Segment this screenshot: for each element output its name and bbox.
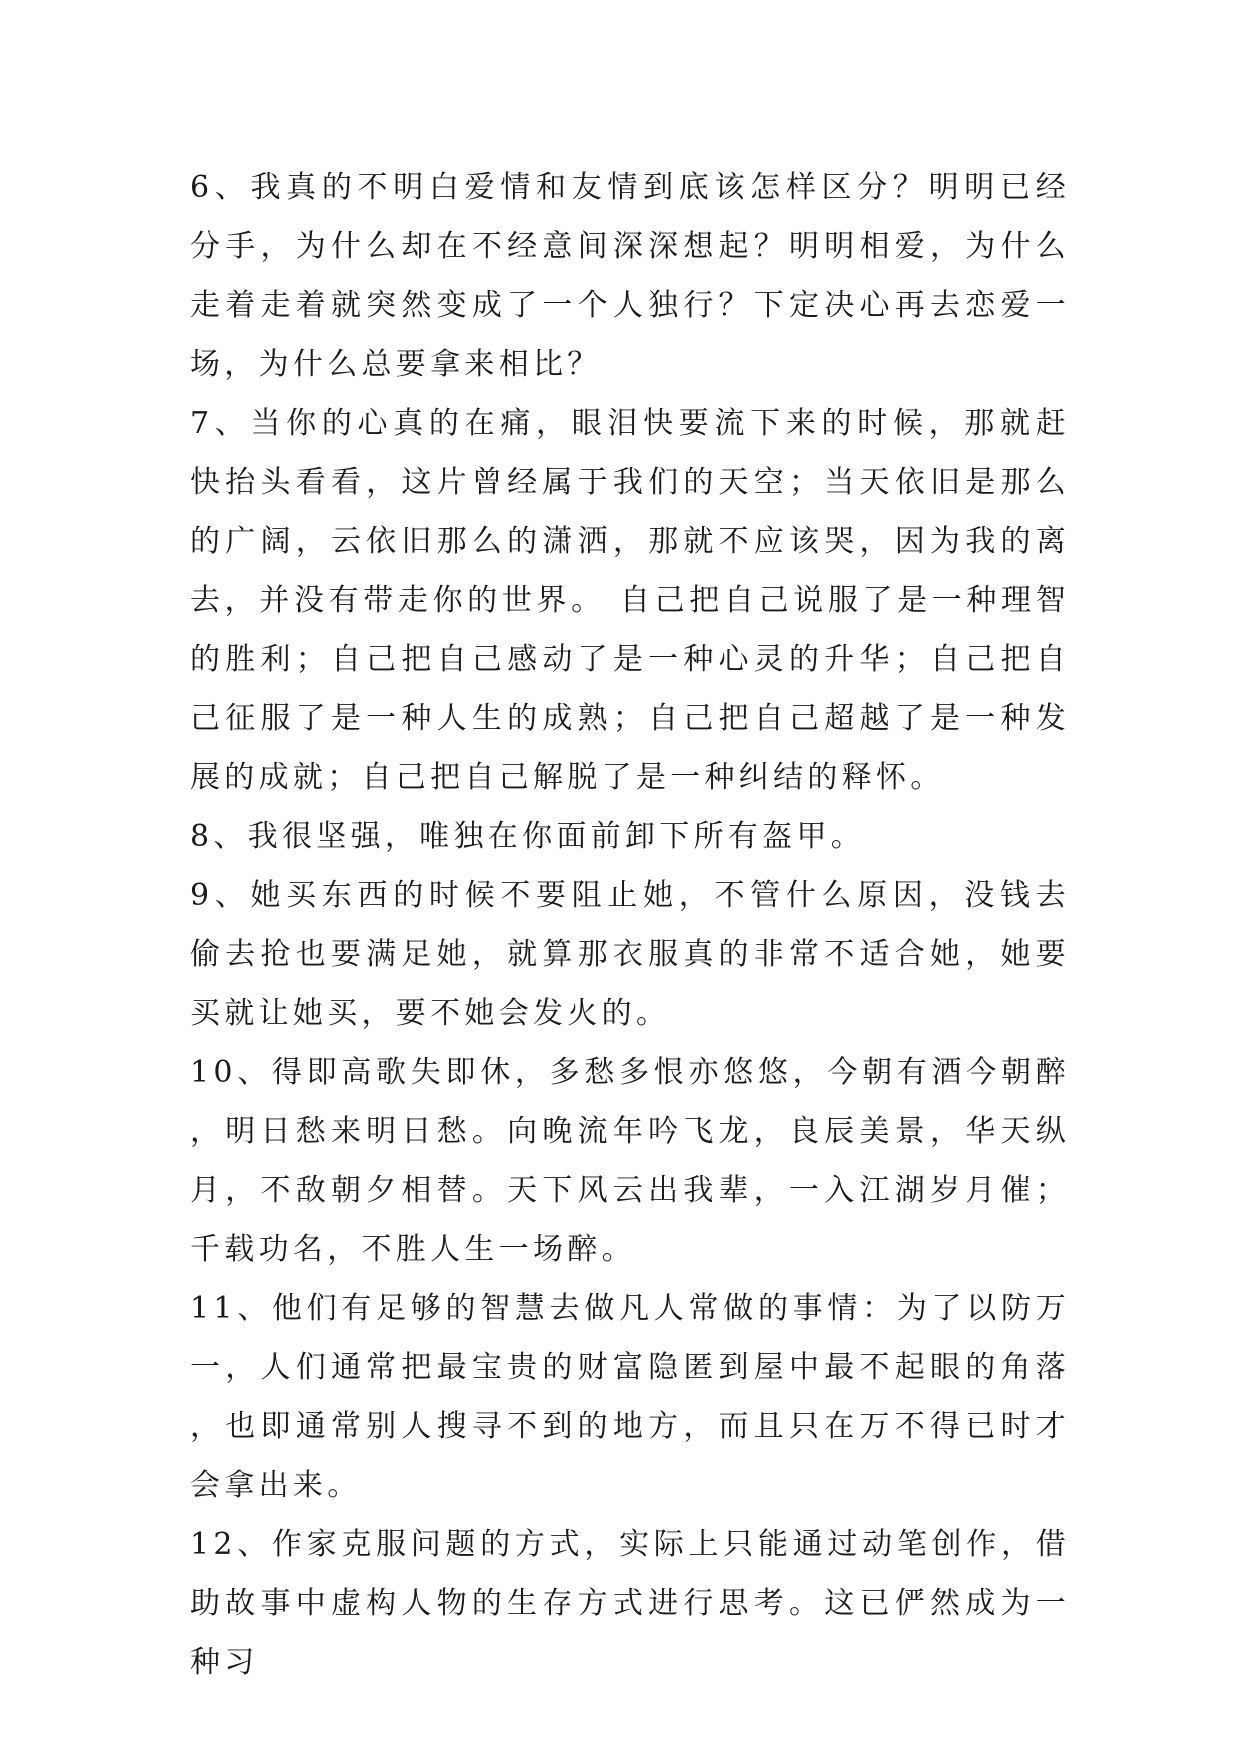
paragraph-7: 7、当你的心真的在痛，眼泪快要流下来的时候，那就赶快抬头看看，这片曾经属于我们的天空；当天依旧是那么的广阔，云依旧那么的潇洒，那就不应该哭，因为我的离去，并没有带走你的世界。 自己把自己说服了是一种理智的胜利；自己把自己感动了是一种心灵的升华；自己把自己征服了是一种人生的成熟；自己把自己超越了是一种发展的成就；自己把自己解脱了是一种纠结的释怀。	[190, 406, 1070, 795]
paragraph-9: 9、她买东西的时候不要阻止她，不管什么原因，没钱去偷去抢也要满足她，就算那衣服真的非常不适合她，她要买就让她买，要不她会发火的。	[190, 878, 1070, 1031]
paragraph-10: 10、得即高歌失即休，多愁多恨亦悠悠，今朝有酒今朝醉，明日愁来明日愁。向晚流年吟飞龙，良辰美景，华天纵月，不敌朝夕相替。天下风云出我辈，一入江湖岁月催；千载功名，不胜人生一场醉。	[190, 1055, 1070, 1267]
paragraph-12: 12、作家克服问题的方式，实际上只能通过动笔创作，借助故事中虚构人物的生存方式进行思考。这已俨然成为一种习	[190, 1527, 1070, 1680]
paragraph-11: 11、他们有足够的智慧去做凡人常做的事情：为了以防万一，人们通常把最宝贵的财富隐匿到屋中最不起眼的角落，也即通常别人搜寻不到的地方，而且只在万不得已时才会拿出来。	[190, 1291, 1070, 1503]
paragraph-8: 8、我很坚强，唯独在你面前卸下所有盔甲。	[190, 819, 866, 854]
paragraph-6: 6、我真的不明白爱情和友情到底该怎样区分？明明已经分手，为什么却在不经意间深深想起？明明相爱，为什么走着走着就突然变成了一个人独行？下定决心再去恋爱一场，为什么总要拿来相比？	[190, 170, 1070, 382]
document-body	[190, 158, 1070, 1692]
